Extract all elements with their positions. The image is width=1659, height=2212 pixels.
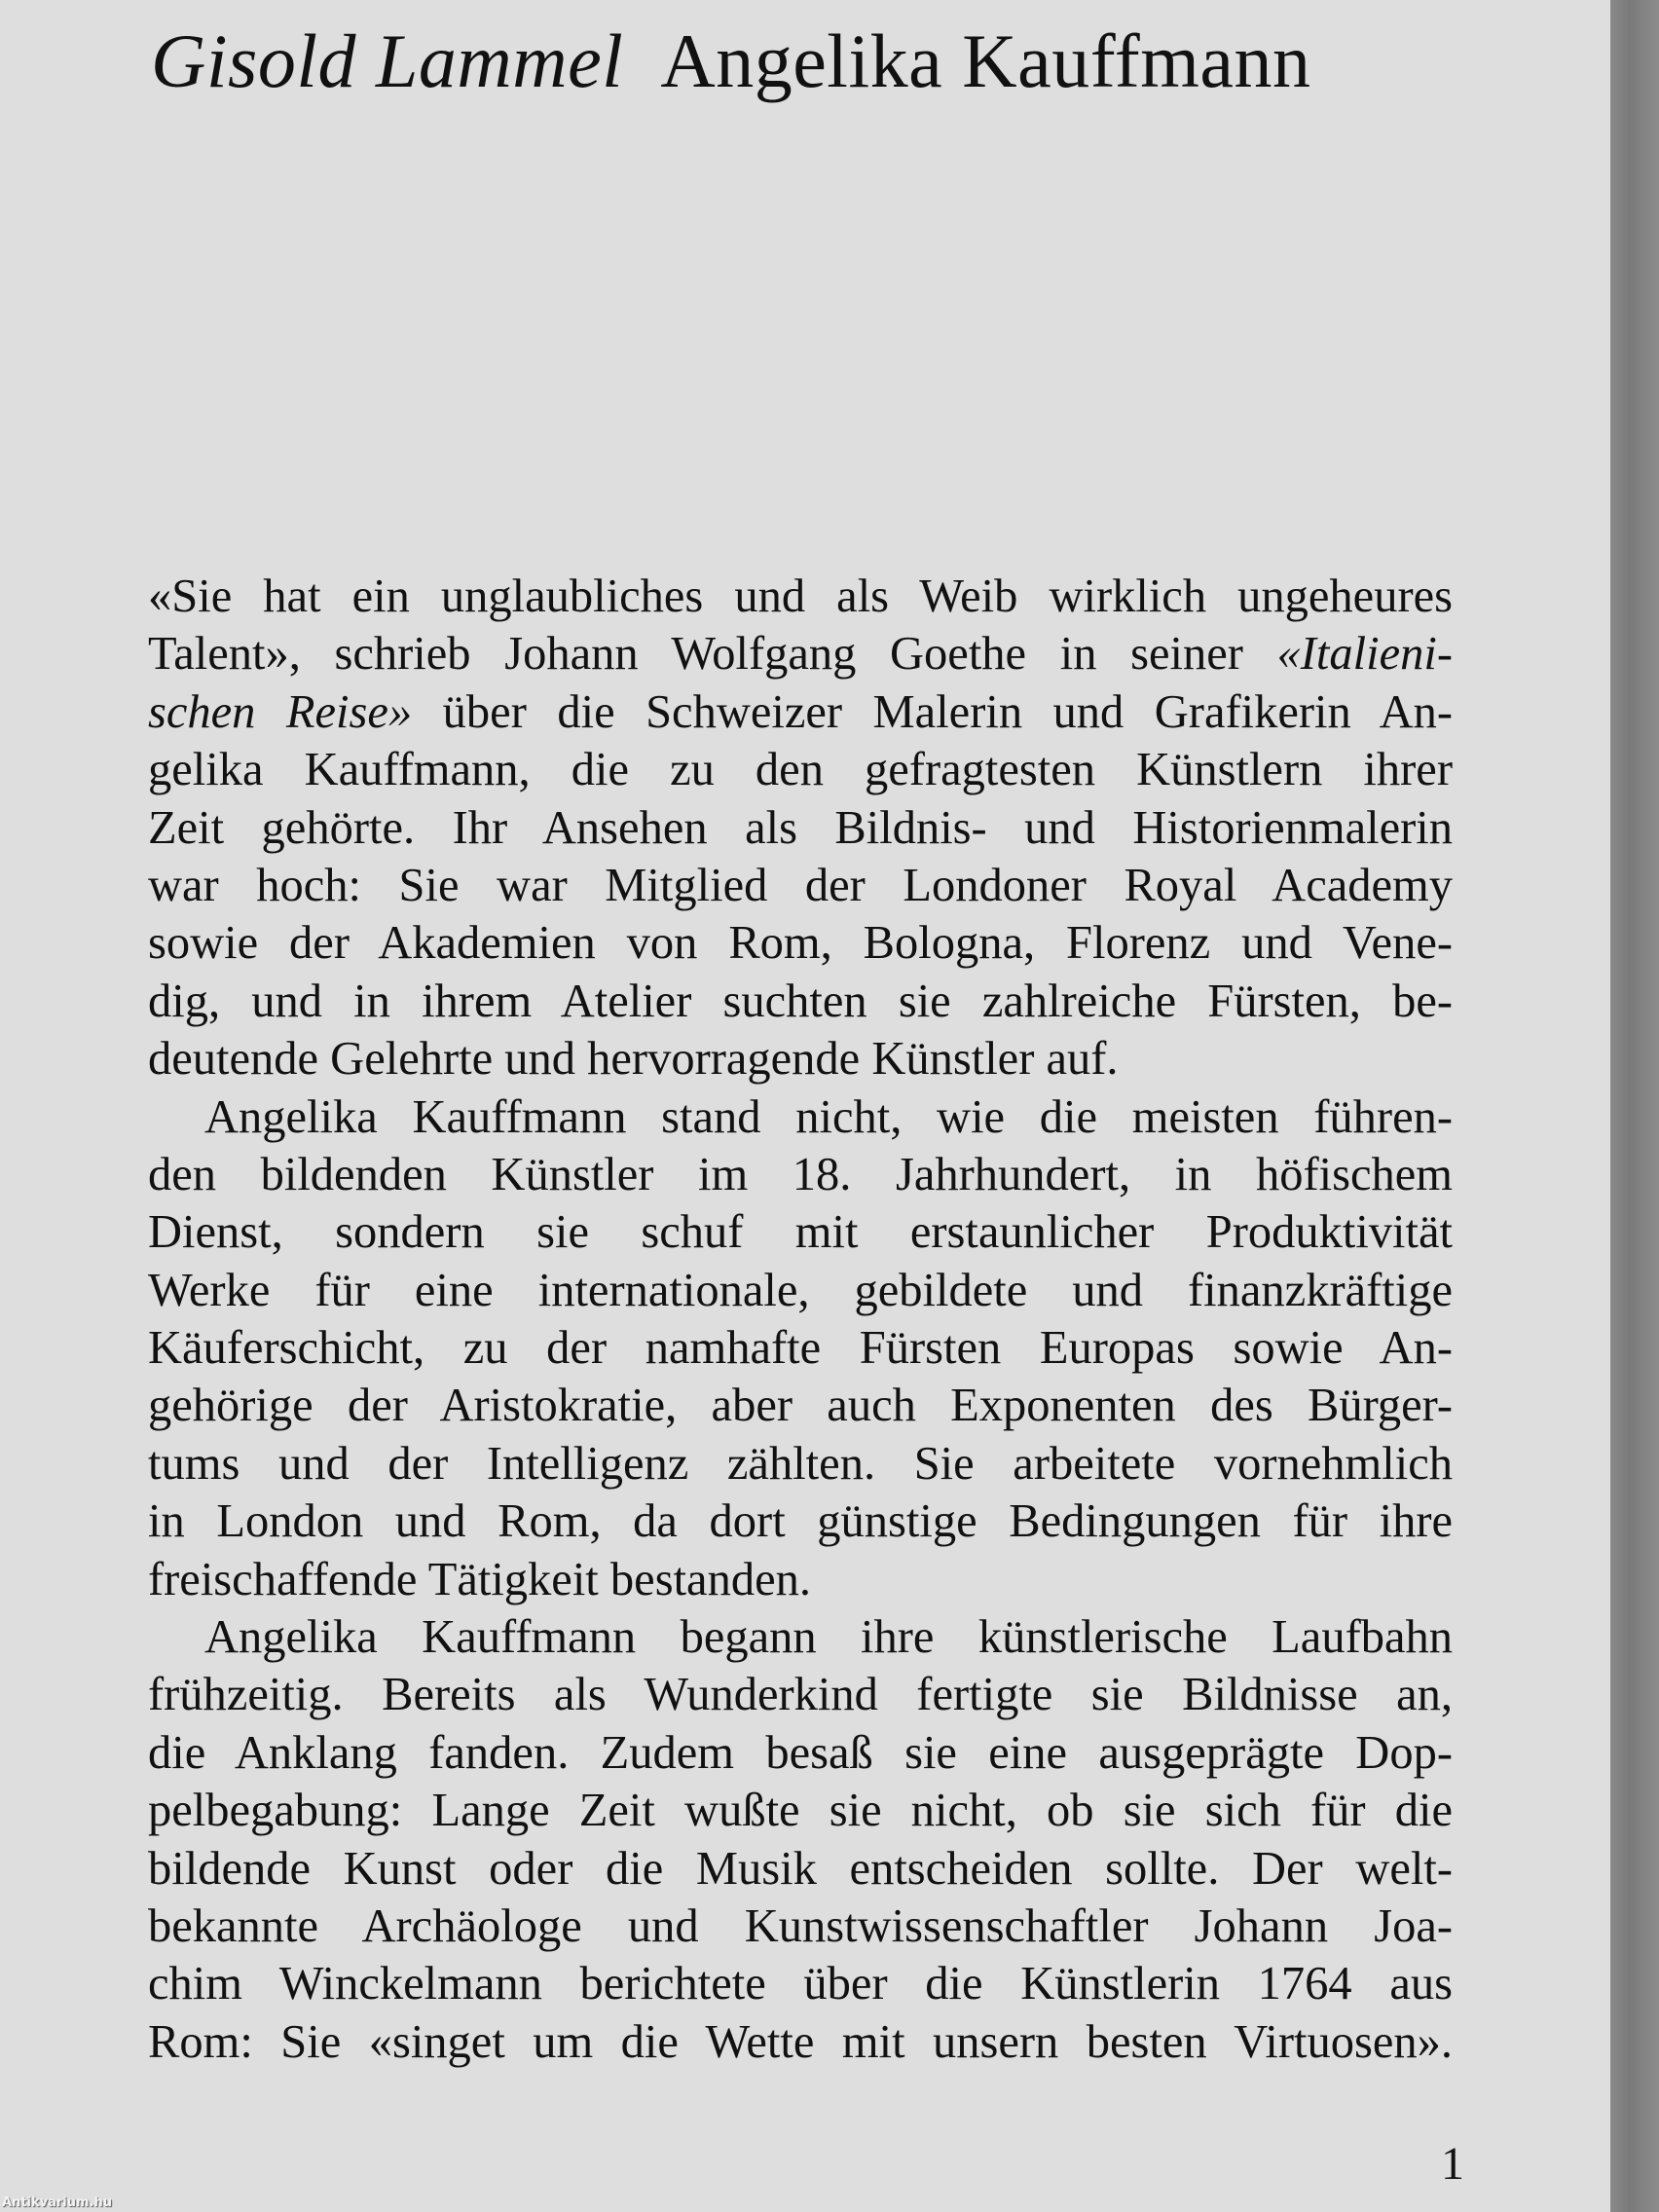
text-segment: tums und der Intelligenz zählten. Sie arbeitete vornehmlich [148,1437,1453,1490]
text-line [148,1377,1453,1434]
text-line [148,1840,1453,1898]
book-spine-edge [1610,0,1659,2212]
text-segment: Werke für eine internationale, gebildete und finanzkräftige [148,1264,1453,1316]
text-line [148,625,1453,682]
italic-text: «Italieni- [1276,628,1453,681]
text-segment: Käuferschicht, zu der namhafte Fürsten Europas sowie An- [148,1322,1453,1375]
text-line [148,1146,1453,1203]
text-segment: bildende Kunst oder die Musik entscheiden sollte. Der welt- [148,1842,1453,1895]
watermark: Antikvarium.hu [2,2195,112,2210]
text-line [148,1955,1453,2012]
text-line [148,799,1453,857]
text-line [148,1319,1453,1377]
text-segment: gelika Kauffmann, die zu den gefragtesten Künstlern ihrer [148,744,1453,796]
text-line [148,1262,1453,1319]
text-segment: in London und Rom, da dort günstige Bedingungen für ihre [148,1495,1453,1548]
text-segment: Talent», schrieb Johann Wolfgang Goethe in seiner [148,628,1277,681]
text-segment: deutende Gelehrte und hervorragende Künstler auf. [148,1033,1119,1086]
text-segment: «Sie hat ein unglaubliches und als Weib wirklich ungeheures [148,571,1453,622]
text-line [148,683,1453,741]
book-title: Angelika Kauffmann [660,18,1311,103]
text-segment: war hoch: Sie war Mitglied der Londoner Royal Academy [148,859,1453,911]
text-segment: über die Schweizer Malerin und Grafikerin An- [412,685,1453,738]
text-segment: freischaffende Tätigkeit bestanden. [148,1553,811,1605]
page-number: 1 [1441,2138,1464,2190]
author-name: Gisold Lammel [151,18,624,103]
text-line [148,1551,1453,1608]
text-segment: pelbegabung: Lange Zeit wußte sie nicht, ob sie sich für die [148,1785,1453,1837]
text-line [148,1030,1453,1088]
text-segment: bekannte Archäologe und Kunstwissenschaftler Johann Joa- [148,1899,1453,1952]
italic-text: schen Reise» [148,685,413,738]
text-line [148,1782,1453,1839]
text-segment: gehörige der Aristokratie, aber auch Exponenten des Bürger- [148,1380,1453,1432]
text-line [148,857,1453,914]
text-line [148,1724,1453,1782]
text-segment: frühzeitig. Bereits als Wunderkind fertigte sie Bildnisse an, [148,1669,1453,1721]
text-segment: Rom: Sie «singet um die Wette mit unsern besten Virtuosen». [148,2015,1453,2068]
text-segment: Angelika Kauffmann begann ihre künstlerische Laufbahn [204,1611,1453,1664]
text-line [148,1088,1453,1146]
text-line [148,1608,1453,1666]
text-line [148,1666,1453,1723]
text-line [148,741,1453,798]
text-line [148,568,1453,625]
body-text [148,568,1453,2071]
text-segment: dig, und in ihrem Atelier suchten sie zahlreiche Fürsten, be- [148,975,1453,1027]
text-segment: die Anklang fanden. Zudem besaß sie eine ausgeprägte Dop- [148,1726,1453,1779]
text-line [148,973,1453,1030]
text-line [148,914,1453,972]
text-segment: Dienst, sondern sie schuf mit erstaunlicher Produktivität [148,1206,1453,1259]
text-segment: den bildenden Künstler im 18. Jahrhundert, in höfischem [148,1148,1453,1200]
text-line [148,1435,1453,1493]
text-segment: sowie der Akademien von Rom, Bologna, Florenz und Vene- [148,917,1453,970]
page-heading [151,18,1311,105]
text-line [148,1898,1453,1955]
text-line [148,2013,1453,2071]
text-segment: Angelika Kauffmann stand nicht, wie die meisten führen- [204,1090,1453,1143]
text-segment: Zeit gehörte. Ihr Ansehen als Bildnis- und Historienmalerin [148,801,1453,854]
text-line [148,1493,1453,1550]
text-line [148,1203,1453,1261]
text-segment: chim Winckelmann berichtete über die Künstlerin 1764 aus [148,1958,1453,2010]
